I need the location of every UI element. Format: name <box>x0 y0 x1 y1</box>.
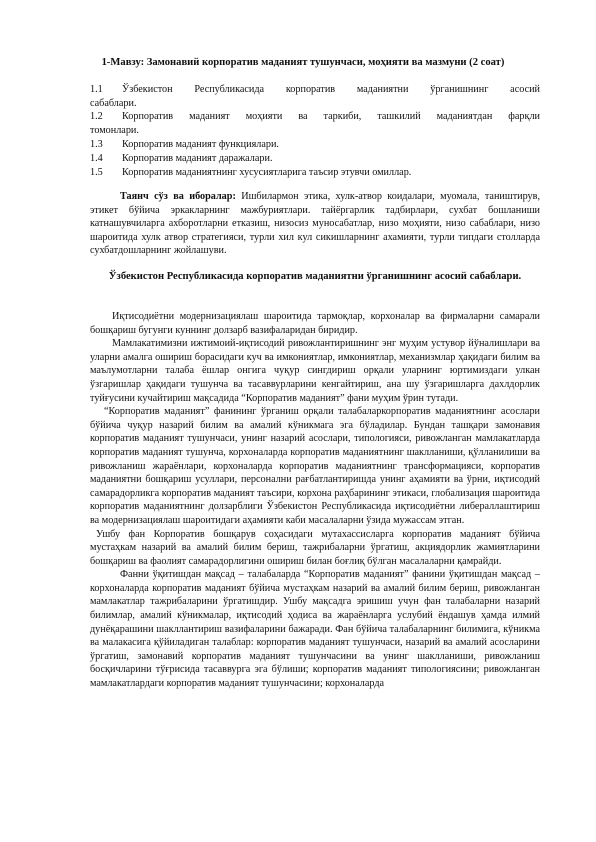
outline-item <box>90 83 540 110</box>
outline-text: Корпоратив маданият функциялари. <box>122 139 279 150</box>
paragraph: “Корпоратив маданият” фанининг ўрганиш орқали талабаларкорпоратив маданиятнинг асослари бўйича чуқур назарий билим ва амалий кўникмага эга бўладилар. Бундан ташқари замонавия корпоратив маданият тушунчаси, унинг назарий асослари, типологияси, ривожланган мамлакатларда корпоратив маданият тушунча, корхоналарда корпоратив маданиятнинг шаклланиши, қўлланилиши ва ривожланиш жараёнлари, корхоналарда корпоратив маданиятнинг трансформацияси, корпоратив маданиятни бошқариш усуллари, персонални рағбатлантиришда унинг аҳамияти ва ўрни, иқтисодий самарадорликга корпоратив маданият таъсири, корхона раҳбарининг этикаси, глобализация шароитида корпоратив маданиятнинг долзарблиги Ўзбекистон Республикасида иқтисодиётни либераллаштириш ва модернизациялаш шароитидаги аҳамияти каби масалаларни ўзида мужассам этган. <box>90 406 540 526</box>
outline-item <box>90 138 540 152</box>
keywords-text: Ишбилармон этика, хулк-атвор коидалари, муомала, таништирув, этикет бўйича эркакларнинг мажбуриятлари. тайёргарлик тадбирлари, сухбат бошланиши катнашувчиларга ахборотларни етказиш, низосиз муносабатлар, низо моҳияти, низо сабаблари, низо шароитида хулк атвор стратегияси, турли хил кул сикишларнинг ахамияти, турли типдаги столларда сухбатдошларнинг жойлашуви. <box>90 191 541 257</box>
outline-text-cont: сабаблари. <box>90 97 137 109</box>
outline-number: 1.5 <box>90 167 103 178</box>
outline-text: Ўзбекистон Республикасида корпоратив маданиятни ўрганишнинг асосий <box>122 84 540 95</box>
paragraph: Мамлакатимизни ижтимоий-иқтисодий ривожлантиришнинг энг муҳим устувор йўналишлари ва уларни амалга ошириш борасидаги куч ва имкониятлар, имкониятлар, механизмлар ҳақидаги билим ва маълумотларни талаба ёшлар онгига чуқур сингдириш орқали уларнинг юртимиздаги улкан ўзгаришлар ҳақидаги тушунча ва тасаввурларини кенгайтириш, ана шу ўзгаришларга дахлдорлик туйғусини кучайтириш мақсадида “Корпоратив маданият” фани муҳим ўрин тутади. <box>90 338 540 404</box>
paragraph: Ушбу фан Корпоратив бошқарув соҳасидаги мутахассисларга корпоратив маданият бўйича мустаҳкам назарий ва амалий билим бериш, тажрибаларни ўргатиш, акциядорлик жамиятларини бошқариш ва фаолият самарадорлигини ошириш билан боғлиқ бўлган масалаларни қамрайди. <box>90 528 540 567</box>
outline-item <box>90 166 540 180</box>
keywords-block <box>90 190 540 258</box>
keywords-label: Таянч сўз ва иборалар: <box>120 191 236 202</box>
outline-text: Корпоратив маданият моҳияти ва таркиби, ташкилий маданиятдан фарқли <box>122 111 540 122</box>
outline-number: 1.4 <box>90 153 103 164</box>
outline-item <box>90 152 540 166</box>
outline-text-cont: томонлари. <box>90 124 139 136</box>
outline-text: Корпоратив маданиятнинг хусусиятларига таъсир этувчи омиллар. <box>122 167 412 178</box>
paragraph: Фанни ўқитишдан мақсад – талабаларда “Корпоратив маданият” фанини ўқитишдан мақсад – корхоналарда корпоратив маданият бўйича мустаҳкам назарий ва амалий билим бериш, ривожланган мамлакатлар тажрибаларини ўргатишдир. Ушбу мақсадга эришиш учун фан талабаларни назарий билимлар, амалий кўникмалар, иқтисодий ҳодиса ва жараёнларга услубий ёндашув ҳамда илмий дунёқарашини шакллантириш вазифаларини бажаради. Фан бўйича талабаларнинг билимига, кўникма ва малакасига қўйиладиган талаблар: корпоратив маданият тушунчаси, назарий ва амалий асосларини ўргатиш, замонавий корпоратив маданият тушунчасини ва унинг шаклланиши, ривожланиш босқичларини тўғрисида тасаввурга эга бўлиши; корпоратив маданият типологиясини; ривожланган мамлакатлардаги корпоратив маданият тушунчасини; корхоналарда <box>90 569 540 690</box>
document-title: 1-Мавзу: Замонавий корпоратив маданият тушунчаси, моҳияти ва мазмуни (2 соат) <box>101 57 505 68</box>
outline-text: Корпоратив маданият даражалари. <box>122 153 273 164</box>
body-text <box>90 310 540 691</box>
paragraph: Иқтисодиётни модернизациялаш шароитида тармоқлар, корхоналар ва фирмаларни самарали бошқариш бугунги куннинг долзарб вазифаларидан биридир. <box>90 311 540 336</box>
outline-number: 1.2 <box>90 111 103 122</box>
outline-item <box>90 110 540 137</box>
section-heading: Ўзбекистон Республикасида корпоратив маданиятни ўрганишнинг асосий сабаблари. <box>108 271 522 282</box>
outline-number: 1.1 <box>90 84 103 95</box>
outline-number: 1.3 <box>90 139 103 150</box>
